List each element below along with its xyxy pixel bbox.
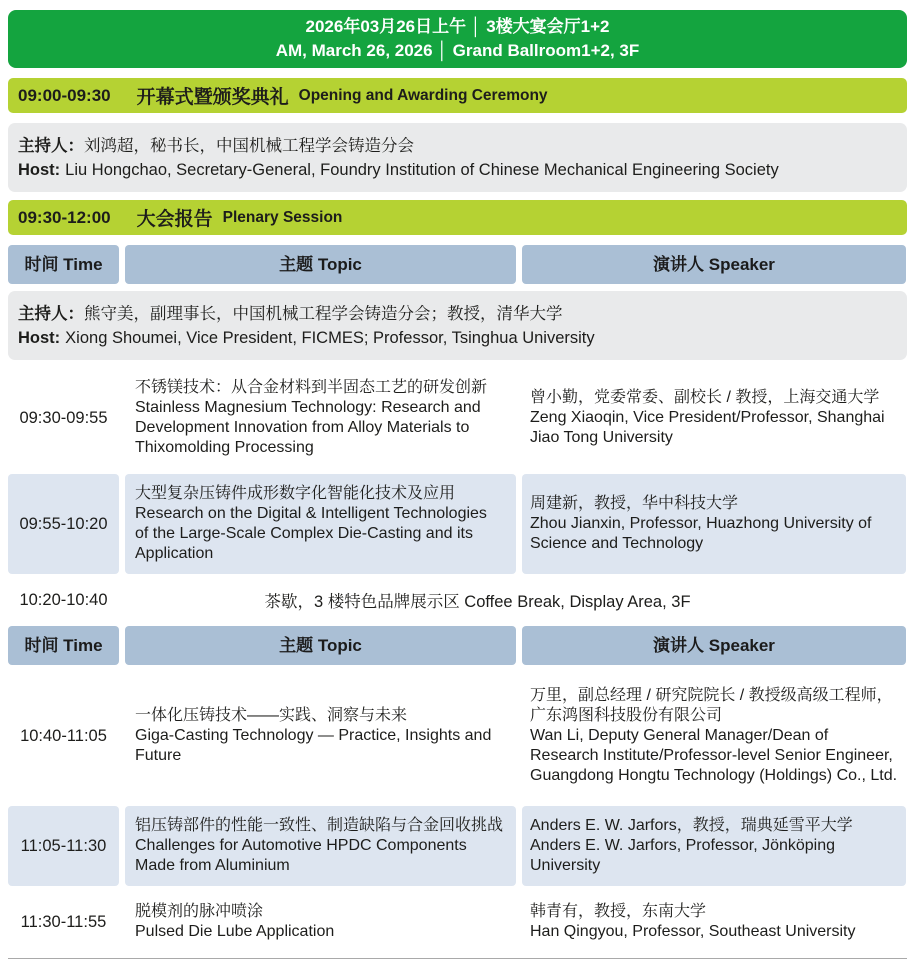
talk-speaker-en: Han Qingyou, Professor, Southeast University [530,923,856,940]
coffee-break-time: 10:20-10:40 [19,590,108,609]
session-title-cn: 开幕式暨颁奖典礼 [136,87,289,108]
talk-speaker-cn: Anders E. W. Jarfors，教授，瑞典延雪平大学 [530,817,853,834]
banner-line-en: AM, March 26, 2026 │ Grand Ballroom1+2, 3F [275,41,640,60]
coffee-break-row [8,580,907,620]
host-box-plenary [8,291,907,360]
talk-speaker [522,672,906,800]
talk-time: 09:30-09:55 [19,409,108,427]
talk-time: 11:30-11:55 [20,913,107,931]
talk-speaker [522,474,906,574]
session-time: 09:30-12:00 [18,207,111,227]
talk-speaker [522,368,906,468]
talk-speaker-en: Zeng Xiaoqin, Vice President/Professor, Shanghai Jiao Tong University [530,409,885,446]
column-header-time: 时间 Time [8,626,119,665]
session-band-opening-ceremony [8,78,907,113]
host-label-en: Host: [18,329,61,347]
host-label-cn: 主持人： [18,305,84,323]
talk-speaker-cn: 周建新，教授，华中科技大学 [530,495,739,512]
talk-topic [125,474,516,574]
session-band-plenary [8,200,907,235]
coffee-break-text: 茶歇，3 楼特色品牌展示区 Coffee Break, Display Area, 3F [264,593,691,611]
talk-topic-cn: 一体化压铸技术——实践、洞察与未来 [135,707,408,724]
session-title-cn: 大会报告 [136,209,213,230]
talk-topic-en: Pulsed Die Lube Application [135,923,335,940]
talk-topic-en: Research on the Digital & Intelligent Technologies of the Large-Scale Complex Die-Casting and its Application [135,505,487,562]
talk-topic-en: Stainless Magnesium Technology: Research and Development Innovation from Alloy Materials to Thixomolding Processing [135,399,481,456]
session-time: 09:00-09:30 [18,85,111,105]
talk-speaker [522,806,906,886]
host-text-cn: 熊守美，副理事长，中国机械工程学会铸造分会；教授，清华大学 [84,305,563,323]
date-venue-banner [8,10,907,68]
column-header-topic: 主题 Topic [125,626,516,665]
talk-speaker-cn: 韩青有，教授，东南大学 [530,903,707,920]
column-header-topic: 主题 Topic [125,245,516,284]
talk-row [8,806,907,886]
host-label-en: Host: [18,161,61,179]
talk-speaker-en: Zhou Jianxin, Professor, Huazhong University of Science and Technology [530,515,872,552]
talk-topic [125,892,516,952]
session-title-en: Plenary Session [222,208,343,226]
host-line-cn [18,302,897,326]
host-box-opening [8,123,907,192]
host-label-cn: 主持人： [18,137,84,155]
talk-topic [125,806,516,886]
talk-speaker-cn: 曾小勤，党委常委、副校长 / 教授，上海交通大学 [530,389,880,406]
talk-topic-cn: 铝压铸部件的性能一致性、制造缺陷与合金回收挑战 [135,817,504,834]
talk-time: 09:55-10:20 [8,474,119,574]
talk-topic-cn: 大型复杂压铸件成形数字化智能化技术及应用 [135,485,456,502]
host-text-en: Liu Hongchao, Secretary-General, Foundry Institution of Chinese Mechanical Engineering Society [65,161,779,179]
talk-topic [125,368,516,468]
talk-time: 11:05-11:30 [8,806,119,886]
talk-row [8,672,907,800]
talk-row [8,474,907,574]
table-header [8,626,907,665]
session-title-en: Opening and Awarding Ceremony [298,86,548,104]
talk-speaker-en: Anders E. W. Jarfors, Professor, Jönköping University [530,837,836,874]
talk-topic-en: Giga-Casting Technology — Practice, Insights and Future [135,727,492,764]
column-header-speaker: 演讲人 Speaker [522,245,906,284]
table-header [8,245,907,284]
talk-speaker-en: Wan Li, Deputy General Manager/Dean of Research Institute/Professor-level Senior Engineer, Guangdong Hongtu Technology (Holdings) Co., Ltd. [530,727,898,784]
talk-speaker [522,892,906,952]
host-text-cn: 刘鸿超，秘书长，中国机械工程学会铸造分会 [84,137,414,155]
host-line-cn [18,134,897,158]
column-header-time: 时间 Time [8,245,119,284]
host-line-en [18,326,897,350]
talk-topic-en: Challenges for Automotive HPDC Components Made from Aluminium [135,837,467,874]
column-header-speaker: 演讲人 Speaker [522,626,906,665]
talk-speaker-cn: 万里，副总经理 / 研究院院长 / 教授级高级工程师，广东鸿图科技股份有限公司 [530,687,893,724]
talk-topic-cn: 不锈镁技术：从合金材料到半固态工艺的研发创新 [135,379,488,396]
talk-topic [125,672,516,800]
talk-row [8,892,907,952]
host-line-en [18,158,897,182]
talk-row [8,368,907,468]
talk-time: 10:40-11:05 [20,727,107,745]
talk-topic-cn: 脱模剂的脉冲喷涂 [135,903,264,920]
banner-line-cn: 2026年03月26日上午 │ 3楼大宴会厅1+2 [305,17,610,36]
host-text-en: Xiong Shoumei, Vice President, FICMES; Professor, Tsinghua University [65,329,595,347]
